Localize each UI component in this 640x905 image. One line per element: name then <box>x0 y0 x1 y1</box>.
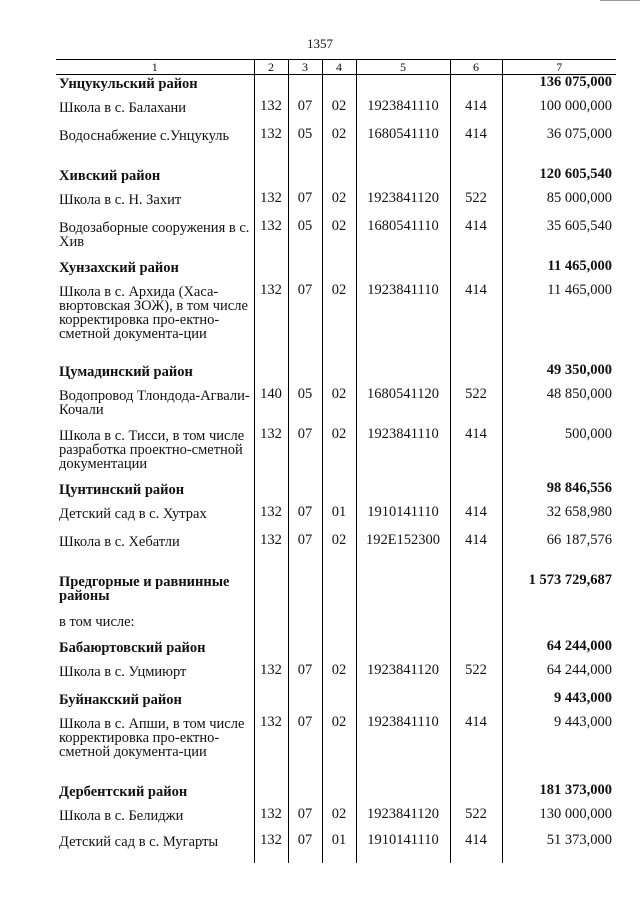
empty-cell <box>288 613 322 639</box>
district-name: Унцукульский район <box>59 76 198 92</box>
col-header-4: 4 <box>322 60 356 75</box>
code-target: 1923841120 <box>356 191 450 219</box>
district-total: 64 244,000 <box>502 639 616 663</box>
object-name: Школа в с. Тисси, в том числе разработка проектно-сметной документации <box>59 427 245 472</box>
empty-cell <box>356 259 450 283</box>
empty-cell <box>322 639 356 663</box>
code-target: 1680541120 <box>356 387 450 427</box>
object-name: Школа в с. Апши, в том числе корректировка про-ектно-сметной документа-ции <box>59 715 245 760</box>
district-name: Буйнакский район <box>59 691 182 708</box>
district-total: 136 075,000 <box>502 75 616 99</box>
code-ministry: 132 <box>254 533 288 573</box>
section-note: в том числе: <box>59 613 135 630</box>
code-subsection: 02 <box>322 283 356 363</box>
object-row <box>56 127 616 167</box>
object-name: Школа в с. Н. Захит <box>59 191 182 208</box>
object-row <box>56 427 616 481</box>
district-total: 181 373,000 <box>502 783 616 807</box>
object-name: Детский сад в с. Мугарты <box>59 833 219 850</box>
code-expense-type: 414 <box>450 283 502 363</box>
amount: 36 075,000 <box>502 127 616 167</box>
empty-cell <box>288 639 322 663</box>
corner-scan-line <box>600 0 640 1</box>
code-subsection: 02 <box>322 99 356 127</box>
empty-cell <box>322 783 356 807</box>
code-subsection: 02 <box>322 219 356 259</box>
empty-cell <box>288 783 322 807</box>
object-row <box>56 387 616 427</box>
code-section: 07 <box>288 833 322 863</box>
code-subsection: 02 <box>322 663 356 691</box>
empty-cell <box>254 481 288 505</box>
object-name: Школа в с. Уцмиюрт <box>59 663 187 680</box>
object-row <box>56 833 616 863</box>
code-target: 1923841120 <box>356 807 450 833</box>
code-target: 1910141110 <box>356 505 450 533</box>
col-header-2: 2 <box>254 60 288 75</box>
object-name: Школа в с. Белиджи <box>59 807 184 824</box>
code-target: 1923841110 <box>356 427 450 481</box>
code-ministry: 132 <box>254 715 288 783</box>
district-name: Дербентский район <box>59 783 188 800</box>
empty-cell <box>288 363 322 387</box>
empty-cell <box>288 573 322 613</box>
code-section: 05 <box>288 127 322 167</box>
empty-cell <box>322 573 356 613</box>
code-ministry: 132 <box>254 127 288 167</box>
object-row <box>56 99 616 127</box>
empty-cell <box>356 167 450 191</box>
code-target: 1923841110 <box>356 99 450 127</box>
empty-cell <box>322 363 356 387</box>
code-target: 192E152300 <box>356 533 450 573</box>
code-ministry: 132 <box>254 283 288 363</box>
empty-cell <box>356 783 450 807</box>
amount: 500,000 <box>502 427 616 481</box>
code-ministry: 132 <box>254 219 288 259</box>
empty-cell <box>254 783 288 807</box>
code-target: 1923841110 <box>356 283 450 363</box>
object-row <box>56 505 616 533</box>
object-row <box>56 191 616 219</box>
object-name: Водоснабжение с.Унцукуль <box>59 127 230 144</box>
district-header-row <box>56 363 616 387</box>
col-header-6: 6 <box>450 60 502 75</box>
code-expense-type: 522 <box>450 387 502 427</box>
code-section: 07 <box>288 663 322 691</box>
code-target: 1680541110 <box>356 219 450 259</box>
code-section: 07 <box>288 505 322 533</box>
code-expense-type: 414 <box>450 219 502 259</box>
empty-cell <box>450 481 502 505</box>
empty-cell <box>450 259 502 283</box>
amount: 100 000,000 <box>502 99 616 127</box>
empty-cell <box>450 363 502 387</box>
page-number: 1357 <box>307 36 333 51</box>
amount: 64 244,000 <box>502 663 616 691</box>
district-header-row <box>56 783 616 807</box>
col-header-7: 7 <box>502 60 616 75</box>
empty-cell <box>254 363 288 387</box>
code-ministry: 132 <box>254 99 288 127</box>
code-section: 07 <box>288 427 322 481</box>
code-ministry: 132 <box>254 505 288 533</box>
empty-cell <box>356 363 450 387</box>
empty-cell <box>450 639 502 663</box>
code-subsection: 01 <box>322 505 356 533</box>
amount: 85 000,000 <box>502 191 616 219</box>
empty-cell <box>450 691 502 715</box>
empty-cell <box>254 639 288 663</box>
amount: 9 443,000 <box>502 715 616 783</box>
empty-cell <box>356 613 450 639</box>
empty-cell <box>288 75 322 99</box>
code-ministry: 132 <box>254 833 288 863</box>
empty-cell <box>254 167 288 191</box>
code-section: 07 <box>288 191 322 219</box>
district-header-row <box>56 691 616 715</box>
code-subsection: 02 <box>322 715 356 783</box>
empty-cell <box>356 75 450 99</box>
empty-cell <box>254 573 288 613</box>
object-row <box>56 663 616 691</box>
district-total: 49 350,000 <box>502 363 616 387</box>
district-total: 9 443,000 <box>502 691 616 715</box>
amount: 48 850,000 <box>502 387 616 427</box>
district-name: Хунзахский район <box>59 259 179 276</box>
object-row <box>56 807 616 833</box>
code-subsection: 01 <box>322 833 356 863</box>
code-subsection: 02 <box>322 807 356 833</box>
code-subsection: 02 <box>322 427 356 481</box>
empty-cell <box>502 613 616 639</box>
code-subsection: 02 <box>322 191 356 219</box>
code-subsection: 02 <box>322 127 356 167</box>
code-expense-type: 414 <box>450 427 502 481</box>
code-ministry: 140 <box>254 387 288 427</box>
empty-cell <box>288 481 322 505</box>
empty-cell <box>322 259 356 283</box>
district-total: 1 573 729,687 <box>502 573 616 613</box>
col-header-1: 1 <box>56 60 254 75</box>
col-header-5: 5 <box>356 60 450 75</box>
code-section: 07 <box>288 533 322 573</box>
code-target: 1910141110 <box>356 833 450 863</box>
section-note-row <box>56 613 616 639</box>
district-name: Цунтинский район <box>59 481 185 498</box>
empty-cell <box>254 613 288 639</box>
code-expense-type: 414 <box>450 833 502 863</box>
empty-cell <box>254 259 288 283</box>
empty-cell <box>356 691 450 715</box>
district-name: Цумадинский район <box>59 363 193 380</box>
code-expense-type: 522 <box>450 663 502 691</box>
object-row <box>56 283 616 363</box>
col-header-3: 3 <box>288 60 322 75</box>
code-expense-type: 522 <box>450 807 502 833</box>
district-header-row <box>56 167 616 191</box>
object-name: Детский сад в с. Хутрах <box>59 505 207 522</box>
code-section: 05 <box>288 219 322 259</box>
empty-cell <box>288 691 322 715</box>
code-target: 1680541110 <box>356 127 450 167</box>
code-target: 1923841120 <box>356 663 450 691</box>
district-header-row <box>56 639 616 663</box>
empty-cell <box>322 167 356 191</box>
object-name: Школа в с. Хебатли <box>59 533 180 550</box>
district-total: 120 605,540 <box>502 167 616 191</box>
empty-cell <box>450 167 502 191</box>
code-expense-type: 522 <box>450 191 502 219</box>
district-header-row <box>56 573 616 613</box>
district-total: 11 465,000 <box>502 259 616 283</box>
empty-cell <box>288 167 322 191</box>
amount: 11 465,000 <box>502 283 616 363</box>
amount: 51 373,000 <box>502 833 616 863</box>
district-name: Бабаюртовский район <box>59 639 206 656</box>
object-name: Школа в с. Балахани <box>59 99 187 116</box>
amount: 66 187,576 <box>502 533 616 573</box>
empty-cell <box>356 573 450 613</box>
code-section: 07 <box>288 99 322 127</box>
object-row <box>56 533 616 573</box>
empty-cell <box>356 639 450 663</box>
district-header-row <box>56 259 616 283</box>
code-section: 05 <box>288 387 322 427</box>
district-header-row <box>56 75 616 99</box>
empty-cell <box>254 691 288 715</box>
code-section: 07 <box>288 715 322 783</box>
code-expense-type: 414 <box>450 127 502 167</box>
district-name: Предгорные и равнинные районы <box>59 573 230 604</box>
code-section: 07 <box>288 283 322 363</box>
code-expense-type: 414 <box>450 99 502 127</box>
object-name: Водозаборные сооружения в с. Хив <box>59 219 250 250</box>
district-header-row <box>56 481 616 505</box>
empty-cell <box>322 613 356 639</box>
empty-cell <box>356 481 450 505</box>
code-expense-type: 414 <box>450 715 502 783</box>
code-section: 07 <box>288 807 322 833</box>
empty-cell <box>450 783 502 807</box>
code-ministry: 132 <box>254 191 288 219</box>
object-row <box>56 219 616 259</box>
object-row <box>56 715 616 783</box>
object-name: Школа в с. Архида (Хаса-вюртовская ЗОЖ), в том числе корректировка про-ектно-сметной документа-ции <box>59 283 248 342</box>
code-expense-type: 414 <box>450 533 502 573</box>
amount: 35 605,540 <box>502 219 616 259</box>
code-subsection: 02 <box>322 533 356 573</box>
empty-cell <box>450 75 502 99</box>
empty-cell <box>450 573 502 613</box>
empty-cell <box>254 75 288 99</box>
empty-cell <box>322 481 356 505</box>
district-name: Хивский район <box>59 167 161 184</box>
district-total: 98 846,556 <box>502 481 616 505</box>
amount: 32 658,980 <box>502 505 616 533</box>
empty-cell <box>288 259 322 283</box>
code-ministry: 132 <box>254 807 288 833</box>
code-ministry: 132 <box>254 663 288 691</box>
code-subsection: 02 <box>322 387 356 427</box>
header-row <box>56 60 616 75</box>
object-name: Водопровод Тлондода-Агвали-Кочали <box>59 387 250 418</box>
empty-cell <box>450 613 502 639</box>
empty-cell <box>322 75 356 99</box>
empty-cell <box>322 691 356 715</box>
budget-table <box>56 59 616 863</box>
amount: 130 000,000 <box>502 807 616 833</box>
code-target: 1923841110 <box>356 715 450 783</box>
code-ministry: 132 <box>254 427 288 481</box>
code-expense-type: 414 <box>450 505 502 533</box>
